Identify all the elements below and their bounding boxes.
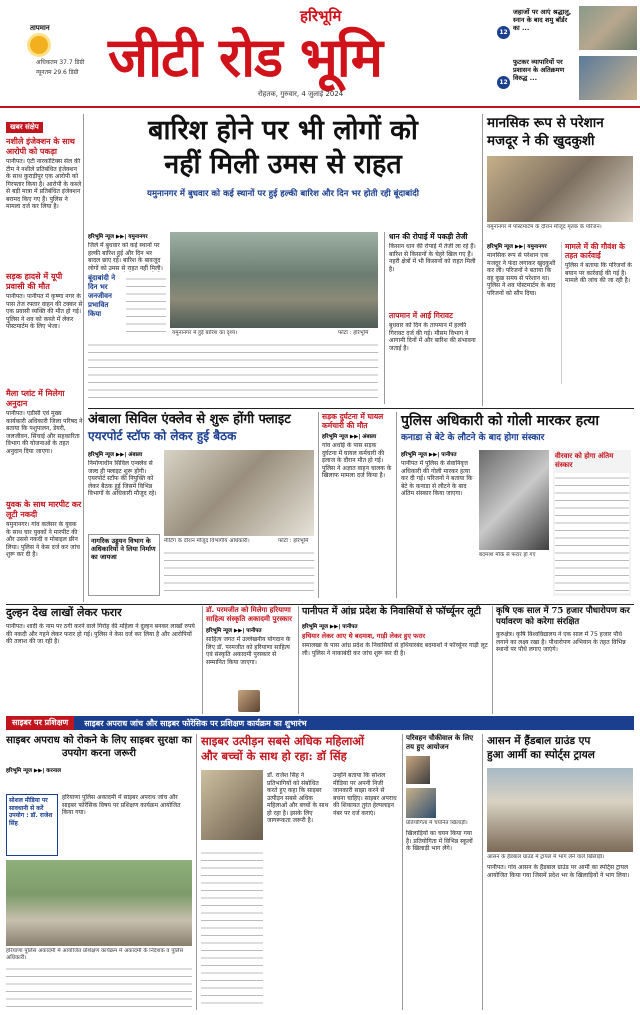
- police-photo: [479, 450, 549, 550]
- left-item-head: सड़क हादसे में यूपी प्रवासी की मौत: [6, 272, 63, 291]
- road-byline: हरिभूमि न्यूज ▶▶| अंबाला: [322, 434, 377, 440]
- promo1-number: 12: [497, 26, 510, 39]
- lead-story: [88, 114, 478, 406]
- police-box: [553, 450, 631, 596]
- cyber-left-photo: [6, 860, 192, 946]
- left-item: [6, 137, 83, 268]
- sun-icon: [30, 36, 48, 54]
- masthead-rule: [0, 106, 640, 108]
- promo1-text: जहाजों पर आएं श्रद्धालु, स्नान के बाद शमु बॉर्डर का ...: [513, 8, 572, 32]
- flight-byline: हरिभूमि न्यूज ▶▶| अंबाला: [88, 452, 143, 458]
- row-divider: [88, 408, 634, 409]
- plant-story: [492, 606, 634, 714]
- lead-photo-credit: फोटो : हरिभूमि: [338, 330, 369, 336]
- lead-photo: [170, 232, 378, 328]
- handball-photo-caption: आसन के हैंडबाल ग्राउंड में ट्रायल में भाग लेने वाले खिलाड़ी।: [487, 854, 605, 860]
- road-body: गांव अधोई के पास सड़क दुर्घटना में घायल कर्मचारी की इलाज के दौरान मौत हो गई। पुलिस ने अज्ञात वाहन चालक के खिलाफ मामला दर्ज किया है।: [322, 442, 392, 479]
- sports-headline: परिवहन चौकीवाल के लिए तय हुए आयोजन: [406, 734, 474, 751]
- lead-body-col1: [126, 274, 166, 334]
- road-headline: सड़क दुर्घटना में घायल कर्मचारी की मौत: [322, 412, 384, 430]
- cyber-left-box: [6, 794, 58, 856]
- promo2-photo: [579, 56, 637, 100]
- award-body: साहित्य जगत में उल्लेखनीय योगदान के लिए डॉ. परमजीत को हरियाणा साहित्य एवं संस्कृति अकादमी पुरस्कार से सम्मानित किया जाएगा।: [206, 636, 291, 666]
- cyber-left-box-text: सोशल मीडिया पर सावधानी से करें उपयोग : डॉ. राजेश सिंह: [9, 797, 53, 827]
- sports-story: [402, 734, 478, 1010]
- handball-story: [482, 734, 634, 1010]
- cyber-mid-body: डॉ. राजेश सिंह ने प्रतिभागियों को संबोधित करते हुए कहा कि साइबर उत्पीड़न सबसे अधिक महिलाओं और बच्चों के साथ हो रहा है। इसके लिए जागरूकता जरूरी है।: [267, 772, 329, 824]
- fraud-body: पानीपत। शादी के नाम पर ठगी करने वाले गिरोह की महिला ने दुल्हन बनकर लाखों रुपये की नकदी और गहने लेकर फरार हो गई। पुलिस ने केस दर्ज कर लिया है और आरोपियों की तलाश की जा रही है।: [6, 623, 195, 645]
- lead-side-body: किसान धान की रोपाई में तेजी ला रहे हैं। बारिश से किसानों के चेहरे खिल गए हैं। नहरी क्षेत्रों में भी किसानों को राहत मिली है।: [389, 243, 476, 273]
- temp-min: न्यूनतम 29.6 डिग्री: [36, 69, 79, 76]
- lead-side-body2: बुधवार को दिन के तापमान में हल्की गिरावट दर्ज की गई। मौसम विभाग ने आगामी दिनों में और बारिश की संभावना जताई है।: [389, 322, 476, 352]
- lead-side-box: [384, 232, 476, 404]
- left-item-head: युवक के साथ मारपीट कर लूटी नकदी: [6, 500, 82, 519]
- cyber-mid-headline-line2: और बच्चों के साथ हो रहा: डॉ सिंह: [201, 749, 347, 763]
- right-box-body: पुलिस ने बताया कि परिजनों के बयान पर कार्रवाई की गई है। मामले की जांच की जा रही है।: [565, 262, 632, 284]
- lead-headline-line2: नहीं मिली उमस से राहत: [164, 149, 402, 180]
- weather-city: तापमान: [30, 24, 50, 32]
- cyber-mid-body2: उन्होंने बताया कि सोशल मीडिया पर अपनी निजी जानकारी साझा करने से बचना चाहिए। साइबर अपराध की शिकायत तुरंत हेल्पलाइन नंबर पर दर्ज कराएं।: [333, 772, 397, 817]
- cyber-left-body: हरियाणा पुलिस अकादमी में साइबर अपराध जांच और साइबर फोरेंसिक विषय पर प्रशिक्षण कार्यक्रम आयोजित किया गया।: [62, 794, 181, 816]
- row-divider: [6, 604, 634, 605]
- award-byline: हरिभूमि न्यूज ▶▶| पानीपत: [206, 628, 262, 634]
- plant-body: कुरुक्षेत्र। कृषि विश्वविद्यालय ने एक साल में 75 हजार पौधे लगाने का लक्ष्य रखा है। पौधारोपण अभियान के तहत विभिन्न स्थानों पर पौधे लगाए जाएंगे।: [496, 631, 626, 653]
- promo2-number: 12: [497, 76, 510, 89]
- police-headline: पुलिस अधिकारी को गोली मारकर हत्या: [401, 413, 600, 429]
- flight-photo-caption: मीटिंग के दौरान मौजूद विभागीय अधिकारी।: [164, 538, 250, 544]
- handball-body: पानीपत। गांव आसन के हैंडबाल ग्राउंड पर आर्मी का स्पोर्ट्स ट्रायल आयोजित किया गया जिसमें प्रदेश भर के खिलाड़ियों ने भाग लिया।: [487, 864, 630, 879]
- promo1-photo: [579, 6, 637, 50]
- lead-deck: यमुनानगर में बुधवार को कई स्थानों पर हुई हल्की बारिश और दिन भर होती रही बूंदाबांदी: [147, 189, 419, 199]
- fraud-story: [6, 606, 198, 714]
- loot-byline: हरिभूमि न्यूज ▶▶| पानीपत: [302, 624, 358, 630]
- flight-photo: [164, 450, 314, 536]
- left-item: [6, 389, 83, 496]
- cyber-left-headline: साइबर अपराध को रोकने के लिए साइबर सुरक्षा का उपयोग करना जरूरी: [6, 735, 192, 759]
- police-deck: कनाडा से बेटे के लौटने के बाद होगा संस्कार: [401, 433, 545, 443]
- left-item-body: पानीपत। एडीसी एवं मुख्य कार्यकारी अधिकारी जिला परिषद ने बताया कि पशुपालन, डेयरी, जलजीवन, सिंचाई और सहकारिता विभाग की योजनाओं के तहत अनुदान दिया जाएगा।: [6, 410, 83, 455]
- cyber-left-story: [6, 734, 192, 1010]
- police-story: [396, 412, 634, 598]
- promo2-text: फुटकर व्यापारियों पर प्रशासन के अतिक्रमण विरुद्ध ...: [513, 58, 565, 82]
- flight-photo-credit: फोटो : हरिभूमि: [278, 538, 309, 544]
- police-byline: हरिभूमि न्यूज ▶▶| पानीपत: [401, 452, 457, 458]
- flight-headline-line1: अंबाला सिविल एंक्लेव से शुरू होंगी फ्लाइट: [88, 412, 291, 427]
- handball-photo: [487, 768, 633, 852]
- left-item-body: यमुनानगर। गांव कलेसर के युवक के साथ चार युवकों ने मारपीट की और उससे नकदी व मोबाइल छीन लिया। पुलिस ने केस दर्ज कर जांच शुरू कर दी है।: [6, 521, 80, 558]
- cyber-band: [6, 716, 634, 730]
- weather-box: [26, 24, 96, 88]
- lead-side-head2: तापमान में आई गिरावट: [389, 311, 453, 320]
- cyber-mid-headline-line1: साइबर उत्पीड़न सबसे अधिक महिलाओं: [201, 734, 365, 748]
- road-story: [318, 412, 392, 598]
- sports-body: खिलाड़ियों का चयन किया गया है। प्रतियोगिता में विभिन्न स्कूलों के खिलाड़ी भाग लेंगे।: [406, 830, 473, 852]
- right-byline: हरिभूमि न्यूज ▶▶| यमुनानगर: [487, 244, 547, 250]
- lead-pullquote-text: बूंदाबांदी ने दिन भर जनजीवन प्रभावित किया: [88, 274, 116, 318]
- sports-photo-2: [406, 788, 436, 818]
- dateline: रोहतक, गुरुवार, 4 जुलाई 2024: [258, 90, 344, 98]
- left-item: [6, 500, 83, 591]
- flight-body: निर्माणाधीन सिविल एन्क्लेव से जल्द ही फ्लाइट शुरू होंगी। एयरपोर्ट स्टॉफ की नियुक्ति को लेकर बैठक हुई जिसमें विभिन्न विभागों के अधिकारी मौजूद रहे।: [88, 460, 157, 497]
- flight-box: [88, 534, 160, 596]
- temp-max: अधिकतम 37.7 डिग्री: [36, 59, 85, 66]
- right-headline-line2: मजदूर ने की खुदकुशी: [487, 133, 595, 149]
- brand-name: हरिभूमि: [300, 7, 342, 25]
- promo-box[interactable]: [497, 6, 637, 102]
- right-box-head: मामले में की गौवंश के तहत कार्रवाई: [565, 242, 625, 260]
- lead-byline: हरिभूमि न्यूज ▶▶| यमुनानगर: [88, 234, 148, 240]
- cyber-left-caption: हरियाणा पुलिस अकादमी में आयोजित प्रशिक्षण कार्यक्रम में अकादमी के निदेशक व पुलिस अधिकारी।: [6, 948, 184, 961]
- police-box-body: [555, 473, 629, 593]
- left-item-head: नशीले इंजेक्शन के साथ आरोपी को पकड़ा: [6, 137, 75, 156]
- flight-box-text: नागरिक उड्डयन विभाग के अधिकारियों ने लिया निर्माण का जायजा: [91, 537, 156, 561]
- police-box-head: वीरवार को होगा अंतिम संस्कार: [555, 452, 614, 469]
- award-portrait: [238, 690, 260, 712]
- fraud-headline: दुल्हन देख लाखों लेकर फरार: [6, 606, 122, 619]
- cyber-mid-body-col: [201, 848, 263, 1008]
- sports-photo-caption: प्रतियोगिता में चयनित खिलाड़ी।: [406, 820, 468, 826]
- police-photo-caption: बदमाश मौके से फरार हो गए: [479, 552, 536, 558]
- plant-headline: कृषि एक साल में 75 हजार पौधारोपण कर पर्यावरण को करेगा संरक्षित: [496, 606, 630, 627]
- cyber-band-label: साइबर पर प्रशिक्षण: [6, 716, 74, 730]
- lead-side-head: धान की रोपाई में पकड़ी तेजी: [389, 232, 468, 241]
- handball-headline-line2: हुआ आर्मी का स्पोर्ट्स ट्रायल: [487, 749, 595, 761]
- sports-photo-1: [406, 756, 430, 784]
- cyber-band-text: साइबर अपराध जांच और साइबर फोरेंसिक पर प्रशिक्षण कार्यक्रम का शुभारंभ: [84, 718, 307, 728]
- award-headline-line2: साहित्य संस्कृति अकादमी पुरस्कार: [206, 615, 292, 623]
- award-headline-line1: डॉ. परमजीत को मिलेगा हरियाणा: [206, 606, 291, 614]
- lead-pullquote: [88, 274, 122, 334]
- loot-story: [298, 606, 488, 714]
- left-item: [6, 272, 83, 385]
- lead-body-intro: जिले में बुधवार को कई स्थानों पर हल्की बारिश हुई और दिन भर बादल छाए रहे। बारिश के बावजूद लोगों को उमस से राहत नहीं मिली।: [88, 242, 163, 272]
- right-headline-line1: मानसिक रूप से परेशान: [487, 115, 604, 131]
- cyber-left-byline: हरिभूमि न्यूज ▶▶| करनाल: [6, 768, 61, 774]
- paper-title: जीटी रोड भूमि: [108, 26, 383, 89]
- lead-photo-caption: यमुनानगर में हुई बारिश का दृश्य।: [172, 330, 238, 336]
- flight-headline-line2: एयरपोर्ट स्टॉफ को लेकर हुई बैठक: [88, 429, 237, 443]
- loot-subhead: हथियार लेकर आए थे बदमाश, गाड़ी लेकर हुए फरार: [302, 632, 426, 640]
- cyber-left-body-cols: [6, 964, 192, 1008]
- loot-headline: पानीपत में आंध्र प्रदेश के निवासियों से फॉर्च्यूनर लूटी: [302, 606, 481, 617]
- masthead: [0, 0, 640, 108]
- right-body: मानसिक रूप से परेशान एक मजदूर ने फंदा लगाकर खुदकुशी कर ली। परिजनों ने बताया कि वह कुछ समय से परेशान था। पुलिस ने शव पोस्टमार्टम के बाद परिजनों को सौंप दिया।: [487, 252, 556, 297]
- lead-headline-line1: बारिश होने पर भी लोगों को: [148, 115, 418, 146]
- left-column-tag: खबर संक्षेप: [6, 122, 43, 133]
- police-body: पानीपत में पुलिस के सेवानिवृत्त अधिकारी की गोली मारकर हत्या कर दी गई। परिजनों ने बताया कि बेटे के कनाडा से लौटने के बाद अंतिम संस्कार किया जाएगा।: [401, 460, 473, 497]
- loot-body: समालखा के पास आंध्र प्रदेश के निवासियों से हथियारबंद बदमाशों ने फॉर्च्यूनर गाड़ी लूट ली। पुलिस ने नाकाबंदी कर जांच शुरू कर दी है।: [302, 642, 488, 657]
- left-item-head: मैला प्लांट में मिलेगा अनुदान: [6, 389, 65, 408]
- cyber-mid-photo: [201, 770, 263, 840]
- handball-headline-line1: आसन में हैंडबाल ग्राउंड एप: [487, 735, 591, 747]
- cyber-mid-story: [196, 734, 398, 1010]
- left-item-body: पानीपत। एंटी नारकोटिक्स सेल की टीम ने नशीले प्रतिबंधित इंजेक्शन के साथ कुराड़ीपुर एक आरोपी को गिरफ्तार किया है। आरोपी के कब्जे से बड़ी मात्रा में प्रतिबंधित इंजेक्शन बरामद किए गए हैं। पुलिस ने मामला दर्ज कर लिया है।: [6, 158, 82, 210]
- right-photo: [487, 156, 633, 222]
- right-story: [482, 114, 634, 406]
- right-photo-caption: यमुनानगर में पोस्टमार्टम के दौरान मौजूद मृतक के परिजन।: [487, 224, 602, 230]
- left-column: [6, 114, 84, 602]
- lead-body-cols: [88, 340, 378, 404]
- flight-story: [88, 412, 314, 598]
- flight-body-cols: [164, 548, 314, 596]
- left-item-body: पानीपत। पानीपत में कृष्णा नगर के पास तेज रफ्तार वाहन की टक्कर से एक प्रवासी व्यक्ति की मौत हो गई। पुलिस ने शव को कब्जे में लेकर पोस्टमार्टम के लिए भेजा।: [6, 293, 83, 330]
